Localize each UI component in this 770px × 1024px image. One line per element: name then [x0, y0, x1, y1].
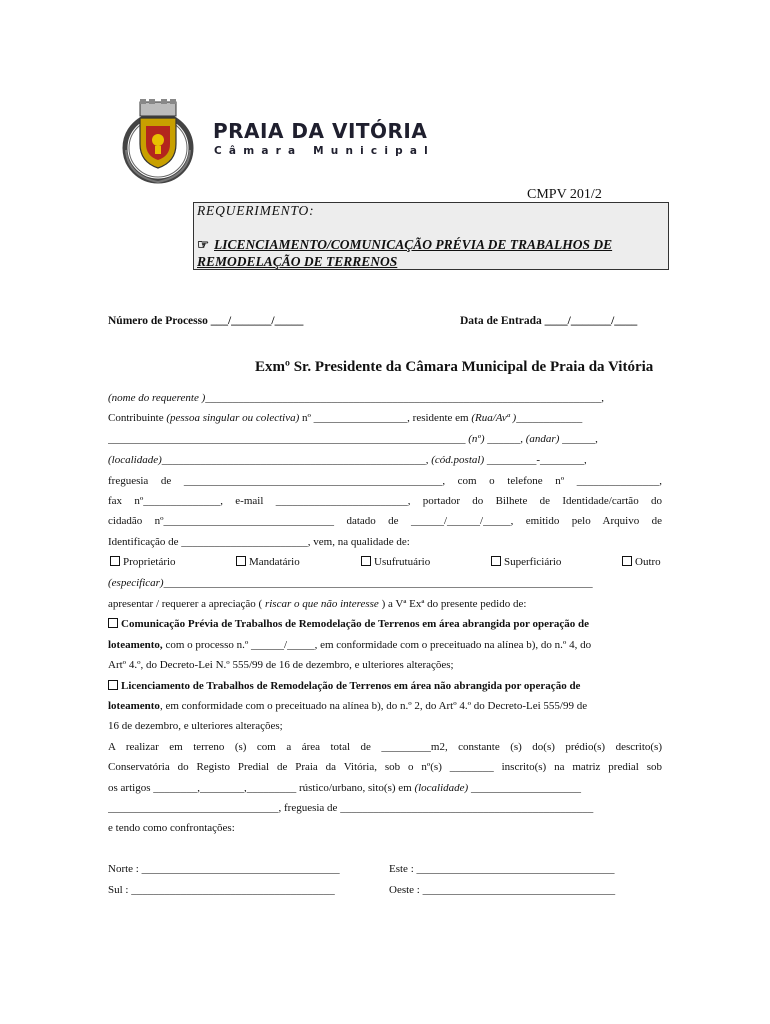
street-blank: ____________ [516, 412, 583, 424]
land-area-line[interactable]: A realizar em terreno (s) com a área total de _________m2, constante (s) do(s) prédio(s) descrito(s) [108, 741, 662, 753]
option-b-line-2: loteamento, em conformidade com o preceituado na alínea b), do n.º 2, do Artº 4.º do Decreto-Lei 555/99 de [108, 700, 588, 712]
checkbox[interactable] [361, 556, 371, 566]
west-field[interactable]: Oeste : ___________________________________ [389, 884, 616, 896]
land-parish-line[interactable]: _______________________________, freguesia de ______________________________________________ [108, 802, 594, 814]
floor-label: (andar) [525, 433, 560, 445]
floor-blank: ______, [559, 433, 598, 445]
checkbox[interactable] [236, 556, 246, 566]
municipal-crest-logo [116, 98, 200, 184]
option-b-checkbox[interactable] [108, 680, 118, 690]
option-b-line-3: 16 de dezembro, e ulteriores alterações; [108, 720, 283, 732]
locality-label: (localidade) [108, 454, 162, 466]
confrontations-label: e tendo como confrontações: [108, 822, 235, 834]
postal-code-blank: _________-________, [484, 454, 587, 466]
street-label: (Rua/Avª ) [471, 412, 517, 424]
land-articles-line[interactable]: os artigos ________,________,_________ rústico/urbano, sito(s) em (localidade) ____________________ [108, 782, 581, 794]
door-number-blank: ______, [484, 433, 526, 445]
checkbox[interactable] [491, 556, 501, 566]
option-a-checkbox[interactable] [108, 618, 118, 628]
hand-pointer-icon: ☞ [197, 237, 210, 252]
specify-line[interactable] [108, 577, 662, 589]
east-field[interactable]: Este : ____________________________________ [389, 863, 615, 875]
fax-email-line[interactable]: fax nº______________, e-mail ________________________, portador do Bilhete de Identidade/cartão do [108, 495, 662, 507]
request-intro-line: apresentar / requerer a apreciação ( riscar o que não interesse ) a Vª Exª do presente pedido de: [108, 598, 527, 610]
quality-option-usufructuary[interactable]: Usufrutuário [361, 556, 430, 568]
request-label: REQUERIMENTO: [197, 203, 315, 218]
requester-name-label: (nome do requerente ) [108, 392, 206, 404]
identification-line[interactable]: Identificação de _______________________, vem, na qualidade de: [108, 536, 410, 548]
quality-option-owner[interactable]: Proprietário [110, 556, 176, 568]
taxpayer-line[interactable] [108, 412, 662, 424]
locality-line[interactable] [108, 454, 662, 466]
request-title [197, 236, 667, 270]
quality-option-superficiary[interactable]: Superficiário [491, 556, 561, 568]
door-number-label: (nº) [468, 433, 485, 445]
address-blank: _________________________________________________________________ [108, 433, 469, 445]
process-number-field[interactable]: Número de Processo ___/_______/_____ [108, 315, 304, 327]
option-a-line-2: loteamento, com o processo n.º ______/_____, em conformidade com o preceituado na alínea b), do n.º 4, do [108, 639, 592, 651]
south-field[interactable]: Sul : _____________________________________ [108, 884, 335, 896]
quality-option-agent[interactable]: Mandatário [236, 556, 300, 568]
taxpayer-type-label: (pessoa singular ou colectiva) [166, 412, 300, 424]
parish-phone-line[interactable]: freguesia de _______________________________________________, com o telefone nº _______________, [108, 475, 662, 487]
document-code: CMPV 201/2 [527, 187, 602, 202]
address-line[interactable] [108, 433, 662, 445]
specify-label: (especificar) [108, 577, 164, 589]
taxpayer-label: Contribuinte [108, 412, 167, 424]
taxpayer-number-blank: nº _________________, residente em [299, 412, 472, 424]
specify-blank: ______________________________________________________________________________ [163, 577, 593, 589]
locality-blank: ________________________________________________, [161, 454, 432, 466]
checkbox[interactable] [110, 556, 120, 566]
citizen-id-line[interactable]: cidadão nº_______________________________ datado de ______/______/_____, emitido pelo Arquivo de [108, 515, 662, 527]
request-title-text: LICENCIAMENTO/COMUNICAÇÃO PRÉVIA DE TRABALHOS DE REMODELAÇÃO DE TERRENOS [197, 237, 613, 269]
option-a-line-3: Artº 4.º, do Decreto-Lei N.º 555/99 de 16 de dezembro, e ulteriores alterações; [108, 659, 454, 671]
option-a-line-1[interactable]: Comunicação Prévia de Trabalhos de Remodelação de Terrenos em área abrangida por operação de [108, 618, 662, 630]
north-field[interactable]: Norte : ____________________________________ [108, 863, 340, 875]
requester-name-line[interactable] [108, 392, 662, 404]
addressee-heading: Exmº Sr. Presidente da Câmara Municipal de Praia da Vitória [255, 359, 654, 375]
option-b-line-1[interactable]: Licenciamento de Trabalhos de Remodelação de Terrenos em área não abrangida por operação de [108, 680, 662, 692]
brand-title: PRAIA DA VITÓRIA [213, 119, 428, 143]
locality-label: (localidade) [414, 782, 469, 794]
entry-date-field[interactable]: Data de Entrada ____/_______/____ [460, 315, 638, 327]
postal-code-label: (cód.postal) [431, 454, 485, 466]
quality-option-other[interactable]: Outro [622, 556, 661, 568]
checkbox[interactable] [622, 556, 632, 566]
land-registry-line[interactable]: Conservatória do Registo Predial de Praia da Vitória, sob o nº(s) ________ inscrito(s) na matriz predial sob [108, 761, 662, 773]
brand-subtitle: Câmara Municipal [214, 145, 435, 157]
requester-name-blank: ________________________________________________________________________, [205, 392, 604, 404]
